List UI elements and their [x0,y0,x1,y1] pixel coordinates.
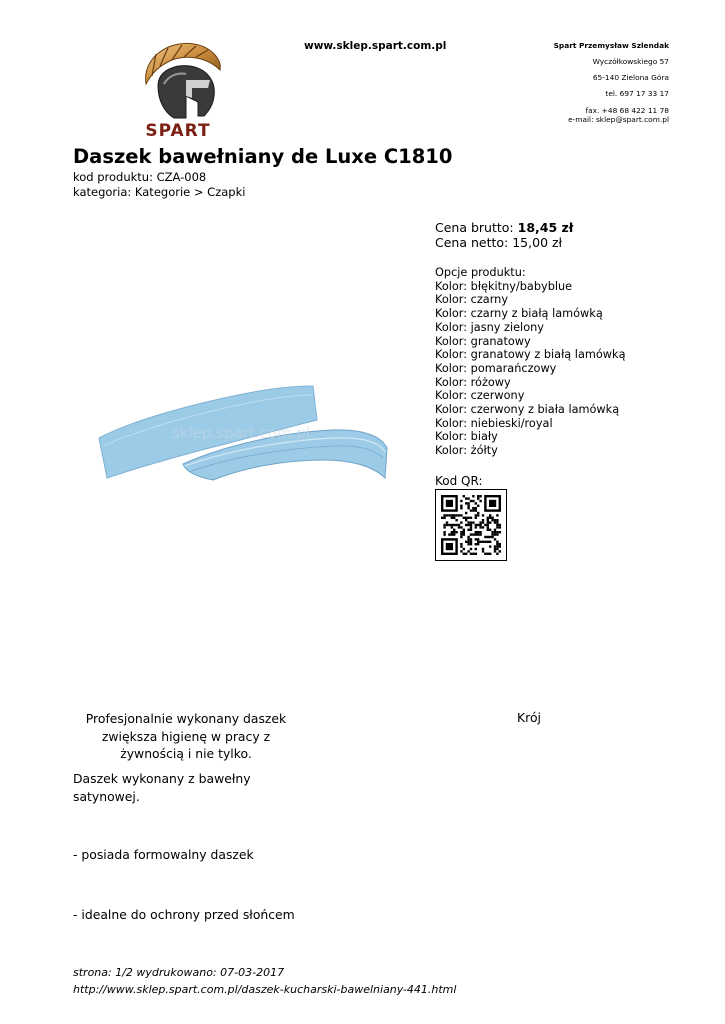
option-item: Kolor: granatowy [435,334,531,348]
price-gross-label: Cena brutto: [435,220,514,235]
product-code: kod produktu: CZA-008 [73,170,207,184]
option-item: Kolor: biały [435,430,498,444]
page-footer [73,964,456,998]
company-name: Spart Przemysław Szlendak [553,41,669,50]
description-bullet: - idealne do ochrony przed słońcem [73,907,295,922]
option-item: Kolor: czerwony z biała lamówką [435,403,620,417]
company-city: 65-140 Zielona Góra [592,73,669,82]
product-title: Daszek bawełniany de Luxe C1810 [73,145,453,168]
option-item: Kolor: granatowy z białą lamówką [435,348,626,362]
footer-url[interactable]: http://www.sklep.spart.com.pl/daszek-kucharski-bawelniany-441.html [73,983,457,996]
product-options [435,266,626,458]
company-email[interactable]: e-mail: sklep@spart.com.pl [568,115,669,124]
option-item: Kolor: błękitny/babyblue [435,279,573,293]
option-item: Kolor: czarny z białą lamówką [435,307,603,321]
company-tel: tel. 697 17 33 17 [605,89,669,98]
description-paragraph: Daszek wykonany z bawełny satynowej. [73,771,251,804]
price-net-label: Cena netto: [435,235,509,250]
qr-code [435,489,507,561]
option-item: Kolor: niebieski/royal [435,416,553,430]
spart-logo [128,36,228,140]
company-street: Wyczółkowskiego 57 [592,57,669,66]
option-item: Kolor: pomarańczowy [435,361,557,375]
product-image [73,220,409,652]
price-net [435,235,573,250]
option-item: Kolor: żółty [435,444,498,458]
option-item: Kolor: czarny [435,293,509,307]
price-gross-value: 18,45 zł [517,220,574,235]
footer-page-info: strona: 1/2 wydrukowano: 07-03-2017 [73,966,285,979]
option-item: Kolor: czerwony [435,389,525,403]
company-info [554,38,669,124]
option-item: Kolor: jasny zielony [435,320,544,334]
description-paragraph: Profesjonalnie wykonany daszek zwiększa higienę w pracy z żywnością i nie tylko. [85,711,287,761]
price-block [435,220,573,250]
option-item: Kolor: różowy [435,375,511,389]
price-gross [435,220,573,235]
kroj-heading: Krój [517,710,541,725]
qr-code-icon [436,490,506,560]
price-net-value: 15,00 zł [512,235,563,250]
qr-label: Kod QR: [435,474,483,488]
site-url[interactable]: www.sklep.spart.com.pl [304,40,447,52]
logo-text: SPART [145,121,211,140]
options-label: Opcje produktu: [435,266,526,279]
spartan-helmet-icon [128,36,228,140]
product-category: kategoria: Kategorie > Czapki [73,185,246,199]
visor-cap-image [73,220,409,652]
description-bullet: - posiada formowalny daszek [73,847,254,862]
company-fax: fax. +48 68 422 11 78 [585,106,669,115]
image-watermark: sklep.spart.com.pl [171,424,311,442]
